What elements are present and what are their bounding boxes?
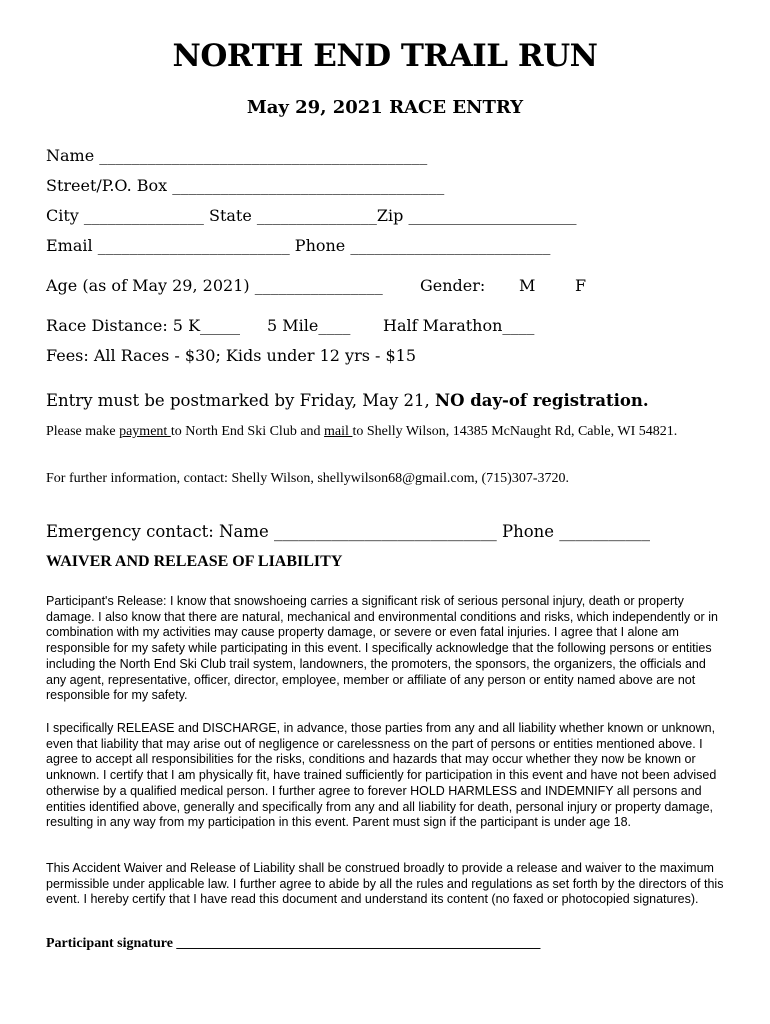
payment-underlined: payment [119,424,171,439]
emergency-contact-field[interactable]: Emergency contact: Name ___________________________ Phone ___________ [46,522,651,541]
payment-text: Please make [46,424,120,439]
waiver-paragraph-discharge: I specifically RELEASE and DISCHARGE, in advance, those parties from any and all liability whether known or unknown, even that liability that may arise out of negligence or carelessness on the part of persons or entities mentioned above. I agree to accept all responsibilities for the risks, conditions and hazards that may occur whether they now be known or unknown. I certify that I am physically fit, have trained sufficiently for participation in this event and have not been advised otherwise by a qualified medical person. I further agree to forever HOLD HARMLESS and INDEMNIFY all persons and entities identified above, generally and specifically from any and all liability for death, personal injury or property damage, resulting in any way from my participation in this event. Parent must sign if the participant is under age 18. [46,721,717,830]
fees-text: Fees: All Races - $30; Kids under 12 yrs - $15 [46,346,417,365]
age-field[interactable]: Age (as of May 29, 2021) ________________ [46,276,383,295]
payment-address: to Shelly Wilson, 14385 McNaught Rd, Cable, WI 54821. [352,424,678,439]
gender-f-option[interactable]: F [575,276,587,295]
postmark-text: Entry must be postmarked by Friday, May 21, [46,391,436,410]
gender-m-option[interactable]: M [519,276,536,295]
postmark-deadline [46,391,649,410]
street-field[interactable]: Street/P.O. Box __________________________________ [46,176,445,195]
email-phone-field[interactable]: Email ________________________ Phone _________________________ [46,236,551,255]
gender-label: Gender: [420,276,486,295]
city-state-zip-field[interactable]: City _______________ State _______________Zip _____________________ [46,206,577,225]
payment-text: to North End Ski Club and [170,424,325,439]
waiver-paragraph-release: Participant's Release: I know that snowshoeing carries a significant risk of serious personal injury, death or property damage. I also know that there are natural, mechanical and environmental conditions and risks, which independently or in combination with my activities may cause property damage, or severe or even fatal injuries. I agree that I alone am responsible for my safety while participating in this event. I specifically acknowledge that the following persons or entities including the North End Ski Club trail system, landowners, the promoters, the sponsors, the organizers, the officials and any agent, representative, officer, director, employee, member or affiliate of any person or entity named above are not responsible for my safety. [46,594,718,703]
mail-underlined: mail [324,424,353,439]
waiver-heading: WAIVER AND RELEASE OF LIABILITY [46,553,343,570]
race-5mile-option[interactable]: 5 Mile____ [267,316,351,335]
race-5k-option[interactable]: Race Distance: 5 K_____ [46,316,241,335]
name-field[interactable]: Name _________________________________________ [46,146,428,165]
contact-info: For further information, contact: Shelly Wilson, shellywilson68@gmail.com, (715)307-3720. [46,471,569,486]
payment-instructions [46,423,686,441]
participant-signature-field[interactable]: Participant signature ____________________________________________________ [46,936,541,951]
waiver-paragraph-construed: This Accident Waiver and Release of Liability shall be construed broadly to provide a release and waiver to the maximum permissible under applicable law. I further agree to abide by all the rules and regulations as set forth by the directors of this event. I hereby certify that I have read this document and understand its content (no faxed or photocopied signatures). [46,861,724,907]
form-title: NORTH END TRAIL RUN [172,38,598,74]
form-subtitle: May 29, 2021 RACE ENTRY [246,97,524,118]
race-half-marathon-option[interactable]: Half Marathon____ [383,316,535,335]
no-day-of-registration: NO day-of registration. [435,391,649,410]
